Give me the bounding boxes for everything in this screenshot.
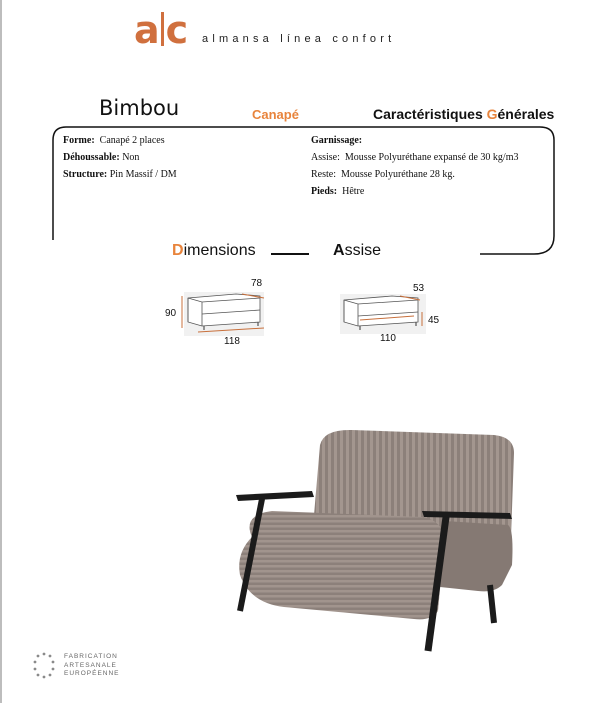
brand-logo: a c <box>134 8 188 52</box>
spec-row-dehoussable <box>63 152 139 164</box>
title-part-1: aractéristiques <box>383 106 487 122</box>
spec-value: Pin Massif / DM <box>109 169 177 180</box>
spec-row-forme <box>63 135 165 147</box>
eu-badge-text: FABRICATION ARTESANALE EUROPÉENNE <box>64 653 120 677</box>
spec-label: Structure: <box>63 169 108 180</box>
heading-divider <box>271 253 309 255</box>
seat-width: 110 <box>380 333 396 344</box>
spec-label: Déhoussable: <box>63 152 120 163</box>
dimension-height: 90 <box>165 308 177 319</box>
sofa-photo <box>232 425 522 657</box>
title-initial-g: G <box>486 106 498 122</box>
title-part-2: énérales <box>497 106 555 122</box>
product-name: Bimbou <box>99 96 180 120</box>
spec-value: Mousse Polyuréthane 28 kg. <box>341 169 455 180</box>
spec-label: Reste: <box>311 169 336 180</box>
spec-label: Forme: <box>63 135 95 146</box>
spec-row-reste <box>311 169 455 181</box>
spec-garnissage-heading: Garnissage: <box>311 135 363 146</box>
spec-value: Canapé 2 places <box>99 135 165 146</box>
spec-label: Pieds: <box>311 186 338 197</box>
seat-depth: 53 <box>413 283 425 294</box>
spec-value: Non <box>122 152 140 163</box>
sofa-dimension-sketch <box>176 288 276 340</box>
title-initial-c: C <box>373 106 384 122</box>
spec-row-assise <box>311 152 519 164</box>
page-edge <box>0 0 2 703</box>
seat-dimension-sketch <box>338 292 430 338</box>
dimensions-title: Dimensions <box>172 242 256 259</box>
seat-height: 45 <box>428 315 440 326</box>
dimension-depth: 78 <box>251 278 263 289</box>
product-category: Canapé <box>252 107 299 122</box>
spec-value: Mousse Polyuréthane expansé de 30 kg/m3 <box>344 152 519 163</box>
brand-tagline: almansa línea confort <box>202 33 396 45</box>
spec-value: Hêtre <box>342 186 365 197</box>
spec-row-pieds <box>311 186 364 198</box>
spec-label: Assise: <box>311 152 340 163</box>
spec-row-structure <box>63 169 177 181</box>
section-title-characteristics <box>373 106 554 122</box>
dimension-width: 118 <box>224 336 240 347</box>
seat-title: Assise <box>333 242 382 259</box>
